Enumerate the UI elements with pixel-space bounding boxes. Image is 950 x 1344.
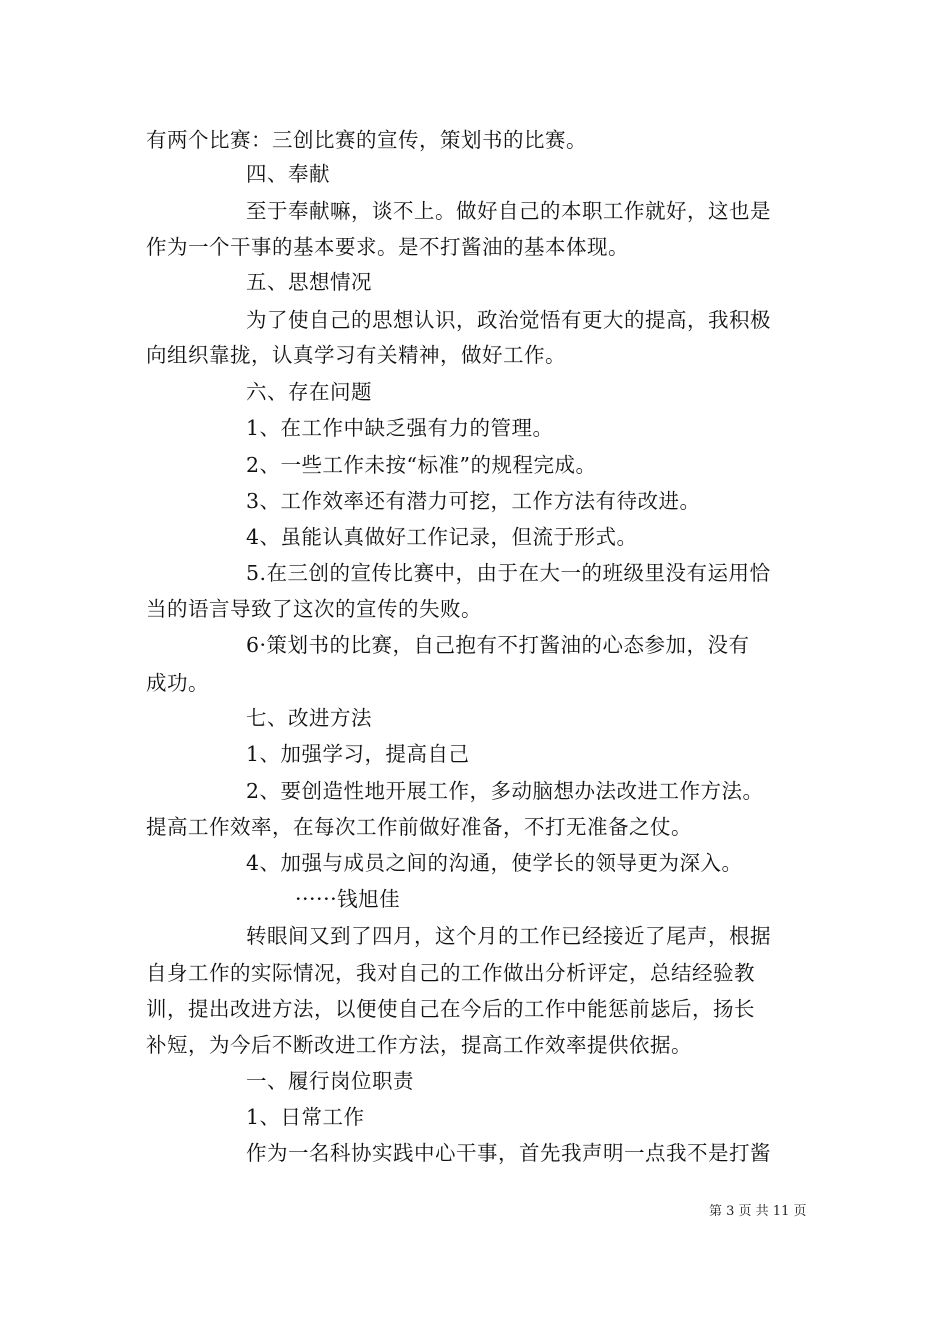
- text-line: 自身工作的实际情况，我对自己的工作做出分析评定，总结经验教: [146, 961, 755, 985]
- text-line: 为了使自己的思想认识，政治觉悟有更大的提高，我积极: [246, 308, 771, 332]
- section-heading: 六、存在问题: [246, 380, 372, 404]
- text-line: 成功。: [146, 671, 209, 695]
- section-heading: 五、思想情况: [246, 270, 372, 294]
- section-heading: 一、履行岗位职责: [246, 1069, 414, 1093]
- author-signature: ······钱旭佳: [295, 887, 401, 911]
- page-number: 第 3 页 共 11 页: [709, 1204, 807, 1219]
- text-line: 提高工作效率，在每次工作前做好准备，不打无准备之仗。: [146, 815, 692, 839]
- list-item: 2、一些工作未按“标准”的规程完成。: [246, 453, 597, 477]
- list-item: 5.在三创的宣传比赛中，由于在大一的班级里没有运用恰: [246, 561, 771, 585]
- section-heading: 七、改进方法: [246, 706, 372, 730]
- text-line: 至于奉献嘛，谈不上。做好自己的本职工作就好，这也是: [246, 199, 771, 223]
- text-line: 当的语言导致了这次的宣传的失败。: [146, 597, 482, 621]
- list-item: 4、虽能认真做好工作记录，但流于形式。: [246, 525, 638, 549]
- list-item: 1、在工作中缺乏强有力的管理。: [246, 416, 554, 440]
- list-item: 1、加强学习，提高自己: [246, 742, 470, 766]
- text-line: 有两个比赛：三创比赛的宣传，策划书的比赛。: [146, 128, 587, 152]
- list-item: 6·策划书的比赛，自己抱有不打酱油的心态参加，没有: [246, 633, 750, 657]
- text-line: 转眼间又到了四月，这个月的工作已经接近了尾声，根据: [246, 924, 771, 948]
- list-item: 4、加强与成员之间的沟通，使学长的领导更为深入。: [246, 851, 743, 875]
- list-item: 1、日常工作: [246, 1105, 365, 1129]
- list-item: 3、工作效率还有潜力可挖，工作方法有待改进。: [246, 489, 701, 513]
- section-heading: 四、奉献: [246, 162, 330, 186]
- text-line: 训，提出改进方法，以便使自己在今后的工作中能惩前毖后，扬长: [146, 997, 755, 1021]
- text-line: 作为一名科协实践中心干事，首先我声明一点我不是打酱: [246, 1141, 771, 1165]
- text-line: 向组织靠拢，认真学习有关精神，做好工作。: [146, 343, 566, 367]
- text-line: 作为一个干事的基本要求。是不打酱油的基本体现。: [146, 235, 629, 259]
- text-line: 补短，为今后不断改进工作方法，提高工作效率提供依据。: [146, 1033, 692, 1057]
- list-item: 2、要创造性地开展工作，多动脑想办法改进工作方法。: [246, 779, 764, 803]
